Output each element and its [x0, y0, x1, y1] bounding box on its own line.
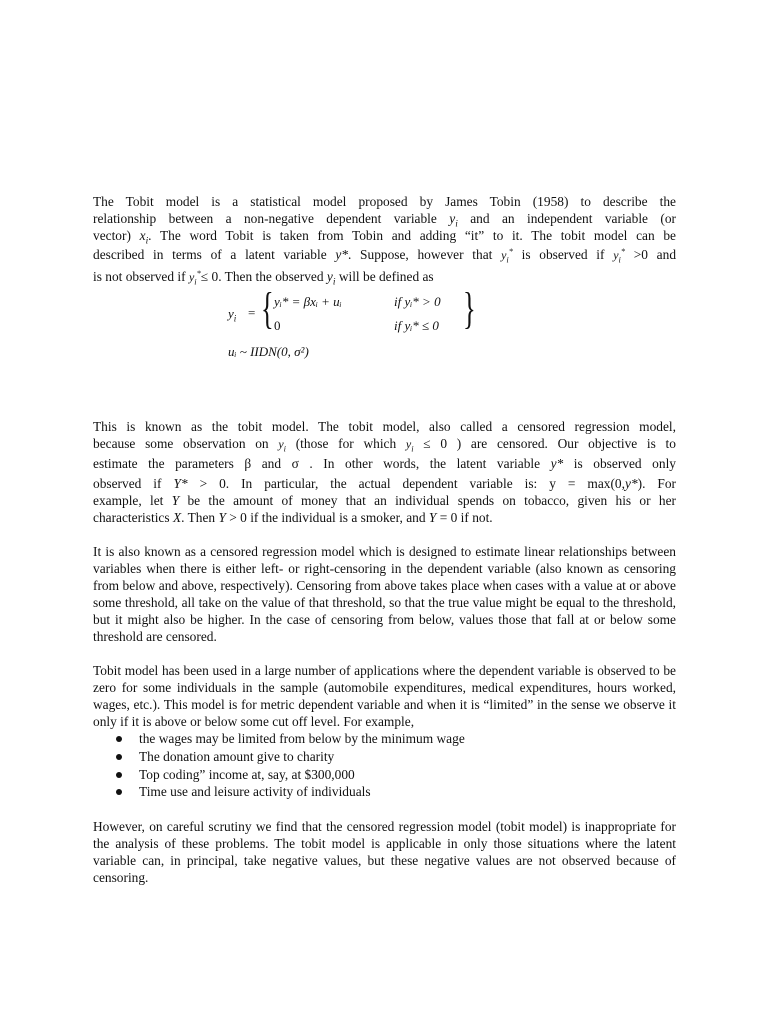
symbol-yi-star: $y_i^*$: [613, 247, 626, 265]
def-line-1: This is known as the tobit model. The tobit model, also called a censored regression model,: [93, 419, 676, 434]
symbol-ystar: y*: [335, 247, 348, 262]
examples-list: [93, 730, 676, 801]
list-item: the wages may be limited from below by the minimum wage: [115, 730, 676, 748]
equation-equals: =: [248, 305, 256, 320]
symbol-yi: $y_i$: [278, 437, 286, 454]
symbol-yi: $y_i$: [326, 269, 336, 288]
intro-paragraph: [93, 193, 676, 288]
list-item: Top coding” income at, say, at $300,000: [115, 766, 676, 784]
equation-case-1-expression: yᵢ* = βxᵢ + uᵢ: [274, 294, 342, 309]
equation-case-2-expression: 0: [274, 318, 281, 333]
intro-line-3: vector) $x_i$. The word Tobit is taken from Tobin and adding “it” to it. The tobit model can be: [93, 228, 676, 247]
bullet-icon: [116, 789, 122, 795]
def-line-4: observed if Y* > 0. In particular, the actual dependent variable is: y = max(0,y*). For: [93, 476, 676, 491]
tobit-definition-paragraph: [93, 418, 676, 526]
symbol-yi: $y_i$: [405, 437, 414, 454]
bullet-icon: [116, 772, 122, 778]
document-page: [93, 193, 676, 886]
conclusion-paragraph: However, on careful scrutiny we find that the censored regression model (tobit model) is inappropriate for the analysis of these problems. The tobit model is applicable in only those situations where the latent variable can, in principal, take negative values, but these negative values are not observed because of censoring.: [93, 819, 676, 886]
applications-paragraph: Tobit model has been used in a large number of applications where the dependent variable is observed to be zero for some individuals in the sample (automobile expenditures, medical expenditures, hours worked, wages, etc.). This model is for metric dependent variable and when it is “limited” in the sense we observe it only if it is above or below some cut off level. For example,: [93, 663, 676, 729]
equation-case-2-condition: if yᵢ* ≤ 0: [394, 318, 439, 333]
def-line-5: example, let Y be the amount of money that an individual spends on tobacco, given his or her: [93, 493, 676, 508]
symbol-xi: $x_i$: [139, 228, 149, 247]
equation-case-1-condition: if yᵢ* > 0: [394, 294, 441, 309]
equation-error-distribution: uᵢ ~ IIDN(0, σ²): [228, 344, 309, 359]
intro-line-2: relationship between a non-negative dependent variable $y_i$ and an independent variable (or: [93, 211, 677, 230]
right-brace: }: [463, 284, 476, 333]
list-item: Time use and leisure activity of individuals: [115, 783, 676, 801]
symbol-yi-star: $y_i^*$: [188, 269, 201, 287]
intro-line-5: is not observed if $y_i^*\le 0$. Then the observed $y_i$ will be defined as: [93, 269, 434, 288]
tobit-equation: [228, 284, 676, 382]
bullet-icon: [116, 736, 122, 742]
def-line-2: because some observation on $y_i$ (those for which $y_i \le 0$ ) are censored. Our objective is to: [93, 436, 676, 454]
bullet-icon: [116, 754, 122, 760]
equation-lhs: $y_i$: [228, 306, 237, 324]
symbol-yi: $y_i$: [449, 211, 458, 230]
def-line-6: characteristics X. Then Y > 0 if the individual is a smoker, and Y = 0 if not.: [93, 510, 493, 525]
left-brace: {: [261, 284, 274, 333]
censoring-paragraph: It is also known as a censored regression model which is designed to estimate linear relationships between variables when there is either left- or right-censoring in the dependent variable (also known as censoring from below and above, respectively). Censoring from above takes place when cases with a value at or above some threshold, all take on the value of that threshold, so that the true value might be equal to the threshold, but it might also be higher. In the case of censoring from below, values those that fall at or below some threshold are censored.: [93, 544, 676, 644]
symbol-yi-star: $y_i^*$: [501, 247, 513, 265]
intro-line-4: described in terms of a latent variable y*. Suppose, however that $y_i^*$ is observed if $y_i^* >0$ and: [93, 247, 677, 265]
intro-line-1: The Tobit model is a statistical model proposed by James Tobin (1958) to describe the: [93, 194, 676, 209]
list-item: The donation amount give to charity: [115, 748, 676, 766]
def-line-3: estimate the parameters β and σ . In other words, the latent variable y* is observed only: [93, 456, 676, 471]
